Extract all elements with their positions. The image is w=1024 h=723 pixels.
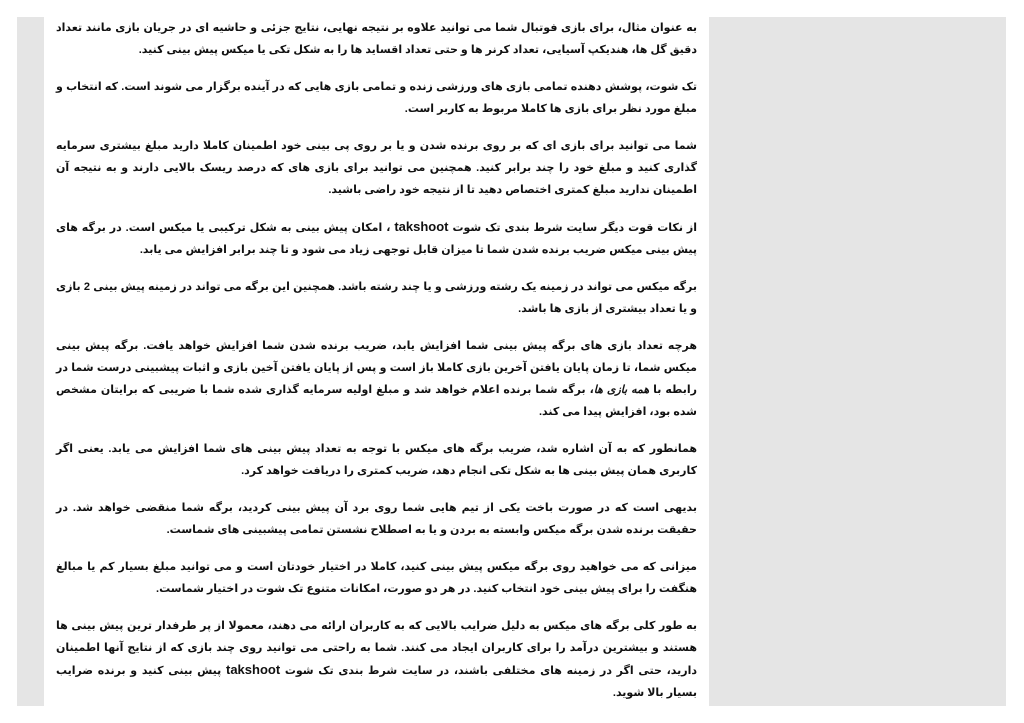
brand-name: takshoot: [394, 219, 449, 234]
paragraph-10: [56, 615, 697, 704]
paragraph-1: به عنوان مثال، برای بازی فوتبال شما می توانید علاوه بر نتیجه نهایی، نتایج جزئی و حاشیه ای در جریان بازی مانند تعداد دقیق گل ها، هندیکپ آسیایی، تعداد کرنر ها و حتی تعداد اقساید ها را به شکل تکی یا میکس پیش بینی کنید.: [56, 22, 697, 56]
emphasized-text: همه بازی ها: [593, 384, 650, 396]
paragraph-6: [56, 335, 697, 423]
paragraph-6-start: هرچه تعداد بازی های برگه پیش بینی شما افزایش یابد، ضریب برنده شدن شما افزایش خواهد یافت. برگه پیش بینی میکس شما، تا زمان پایان یافتن آخرین بازی کاملا باز است و پس از پایان یافتن آخین بازی و اثبات پیشبینی درست شما در رابطه با: [56, 340, 697, 396]
paragraph-9: میزانی که می خواهید روی برگه میکس پیش بینی کنید، کاملا در اختیار خودتان است و می توانید مبلغ بسیار کم یا مبالغ هنگفت را برای پیش بینی خود انتخاب کنید. در هر دو صورت، امکانات متنوع تک شوت در اختیار شماست.: [56, 561, 697, 595]
right-sidebar: [709, 17, 1006, 706]
paragraph-4-end: ، امکان پیش بینی به شکل ترکیبی یا میکس است. در برگه های پیش بینی میکس ضریب برنده شدن شما تا میزان قابل توجهی زیاد می شود و تا چند برابر افزایش می یابد.: [56, 222, 697, 256]
paragraph-4: [56, 216, 697, 261]
paragraph-7: همانطور که به آن اشاره شد، ضریب برگه های میکس با توجه به تعداد پیش بینی های شما افزایش می یابد. یعنی اگر کاربری همان پیش بینی ها به شکل تکی انجام دهد، ضریب کمتری را دریافت خواهد کرد.: [56, 443, 697, 477]
brand-name: takshoot: [225, 662, 281, 677]
paragraph-6-end: ، برگه شما برنده اعلام خواهد شد و مبلغ اولیه سرمایه گذاری شده شما با ضریبی که برایتان مشخص شده بود، افزایش پیدا می کند.: [56, 384, 697, 418]
paragraph-8: بدیهی است که در صورت باخت یکی از تیم هایی شما روی برد آن پیش بینی کردید، برگه شما منقضی خواهد شد. در حقیقت برنده شدن برگه میکس وابسته به بردن و یا به اصطلاح نشستن تمامی پیشبینی های شماست.: [56, 502, 697, 536]
paragraph-10-end: پیش بینی کنید و برنده ضرایب بسیار بالا شوید.: [56, 665, 697, 699]
left-gutter: [17, 17, 44, 706]
paragraph-2: تک شوت، پوشش دهنده تمامی بازی های ورزشی زنده و تمامی بازی هایی که در آینده برگزار می شوند است. که انتخاب و مبلغ مورد نظر برای بازی ها کاملا مربوط به کاربر است.: [56, 81, 697, 115]
paragraph-3: شما می توانید برای بازی ای که بر روی برنده شدن و یا بر روی پی بینی خود اطمینان کاملا دارید مبلغ بیشتری سرمایه گذاری کنید و مبلغ خود را چند برابر کنید. همچنین می توانید برای بازی های که درصد ریسک بالایی دارند و به نتیجه آن اطمینان ندارید مبلغ کمتری اختصاص دهید تا از نتیجه خود راضی باشید.: [56, 140, 697, 196]
paragraph-5: برگه میکس می تواند در زمینه یک رشته ورزشی و یا چند رشته باشد. همچنین این برگه می تواند در زمینه پیش بینی 2 بازی و یا تعداد بیشتری از بازی ها باشد.: [56, 281, 697, 315]
paragraph-4-start: از نکات قوت دیگر سایت شرط بندی تک شوت: [448, 222, 697, 234]
article-body: [56, 17, 697, 719]
paragraph-10-start: به طور کلی برگه های میکس به دلیل ضرایب بالایی که به کاربران ارائه می دهند، معمولا از پر طرفدار ترین پیش بینی ها هستند و بیشترین درآمد را برای کاربران ایجاد می کنند. شما به راحتی می توانید روی چند بازی که از نتایج آنها اطمینان دارید، حتی اگر در زمینه های مختلفی باشند، در سایت شرط بندی تک شوت: [56, 620, 697, 677]
